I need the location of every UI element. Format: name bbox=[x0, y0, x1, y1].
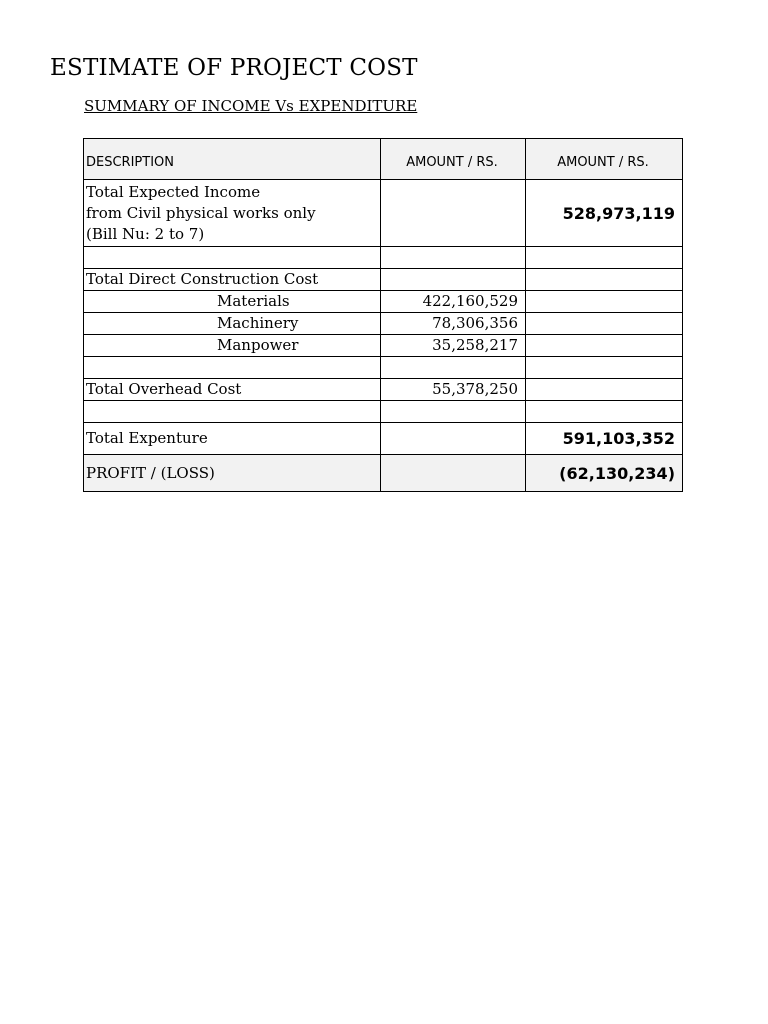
income-line-1: Total Expected Income bbox=[86, 182, 261, 201]
profit-amount: (62,130,234) bbox=[526, 455, 683, 492]
blank-cell bbox=[84, 247, 381, 269]
blank-cell bbox=[526, 269, 683, 291]
overhead-amount: 55,378,250 bbox=[381, 379, 526, 401]
overhead-label: Total Overhead Cost bbox=[84, 379, 381, 401]
blank-cell bbox=[381, 247, 526, 269]
blank-cell bbox=[526, 401, 683, 423]
income-amount: 528,973,119 bbox=[526, 180, 683, 247]
manpower-label: Manpower bbox=[84, 335, 381, 357]
blank-cell bbox=[526, 357, 683, 379]
manpower-amount: 35,258,217 bbox=[381, 335, 526, 357]
blank-cell bbox=[526, 335, 683, 357]
materials-row bbox=[84, 291, 683, 313]
blank-cell bbox=[526, 247, 683, 269]
document-title: ESTIMATE OF PROJECT COST bbox=[50, 55, 418, 81]
income-row bbox=[84, 180, 683, 247]
document-subtitle: SUMMARY OF INCOME Vs EXPENDITURE bbox=[84, 97, 418, 115]
profit-row bbox=[84, 455, 683, 492]
direct-cost-row bbox=[84, 269, 683, 291]
blank-row bbox=[84, 247, 683, 269]
profit-label: PROFIT / (LOSS) bbox=[84, 455, 381, 492]
blank-cell bbox=[381, 423, 526, 455]
income-expenditure-table bbox=[83, 138, 683, 492]
blank-cell bbox=[526, 313, 683, 335]
blank-cell bbox=[84, 401, 381, 423]
machinery-label: Machinery bbox=[84, 313, 381, 335]
header-amount-2: AMOUNT / RS. bbox=[526, 139, 683, 180]
blank-cell bbox=[381, 455, 526, 492]
machinery-row bbox=[84, 313, 683, 335]
income-line-3: (Bill Nu: 2 to 7) bbox=[86, 224, 205, 243]
income-amount-1 bbox=[381, 180, 526, 247]
direct-cost-label: Total Direct Construction Cost bbox=[84, 269, 381, 291]
blank-cell bbox=[381, 357, 526, 379]
blank-row bbox=[84, 357, 683, 379]
header-description: DESCRIPTION bbox=[84, 139, 381, 180]
header-amount-1: AMOUNT / RS. bbox=[381, 139, 526, 180]
blank-cell bbox=[526, 291, 683, 313]
machinery-amount: 78,306,356 bbox=[381, 313, 526, 335]
blank-cell bbox=[381, 269, 526, 291]
income-description bbox=[84, 180, 381, 247]
table-header-row bbox=[84, 139, 683, 180]
blank-cell bbox=[381, 401, 526, 423]
manpower-row bbox=[84, 335, 683, 357]
blank-cell bbox=[526, 379, 683, 401]
income-line-2: from Civil physical works only bbox=[86, 203, 316, 222]
overhead-row bbox=[84, 379, 683, 401]
expenditure-row bbox=[84, 423, 683, 455]
blank-cell bbox=[84, 357, 381, 379]
expenditure-label: Total Expenture bbox=[84, 423, 381, 455]
blank-row bbox=[84, 401, 683, 423]
expenditure-amount: 591,103,352 bbox=[526, 423, 683, 455]
materials-amount: 422,160,529 bbox=[381, 291, 526, 313]
materials-label: Materials bbox=[84, 291, 381, 313]
